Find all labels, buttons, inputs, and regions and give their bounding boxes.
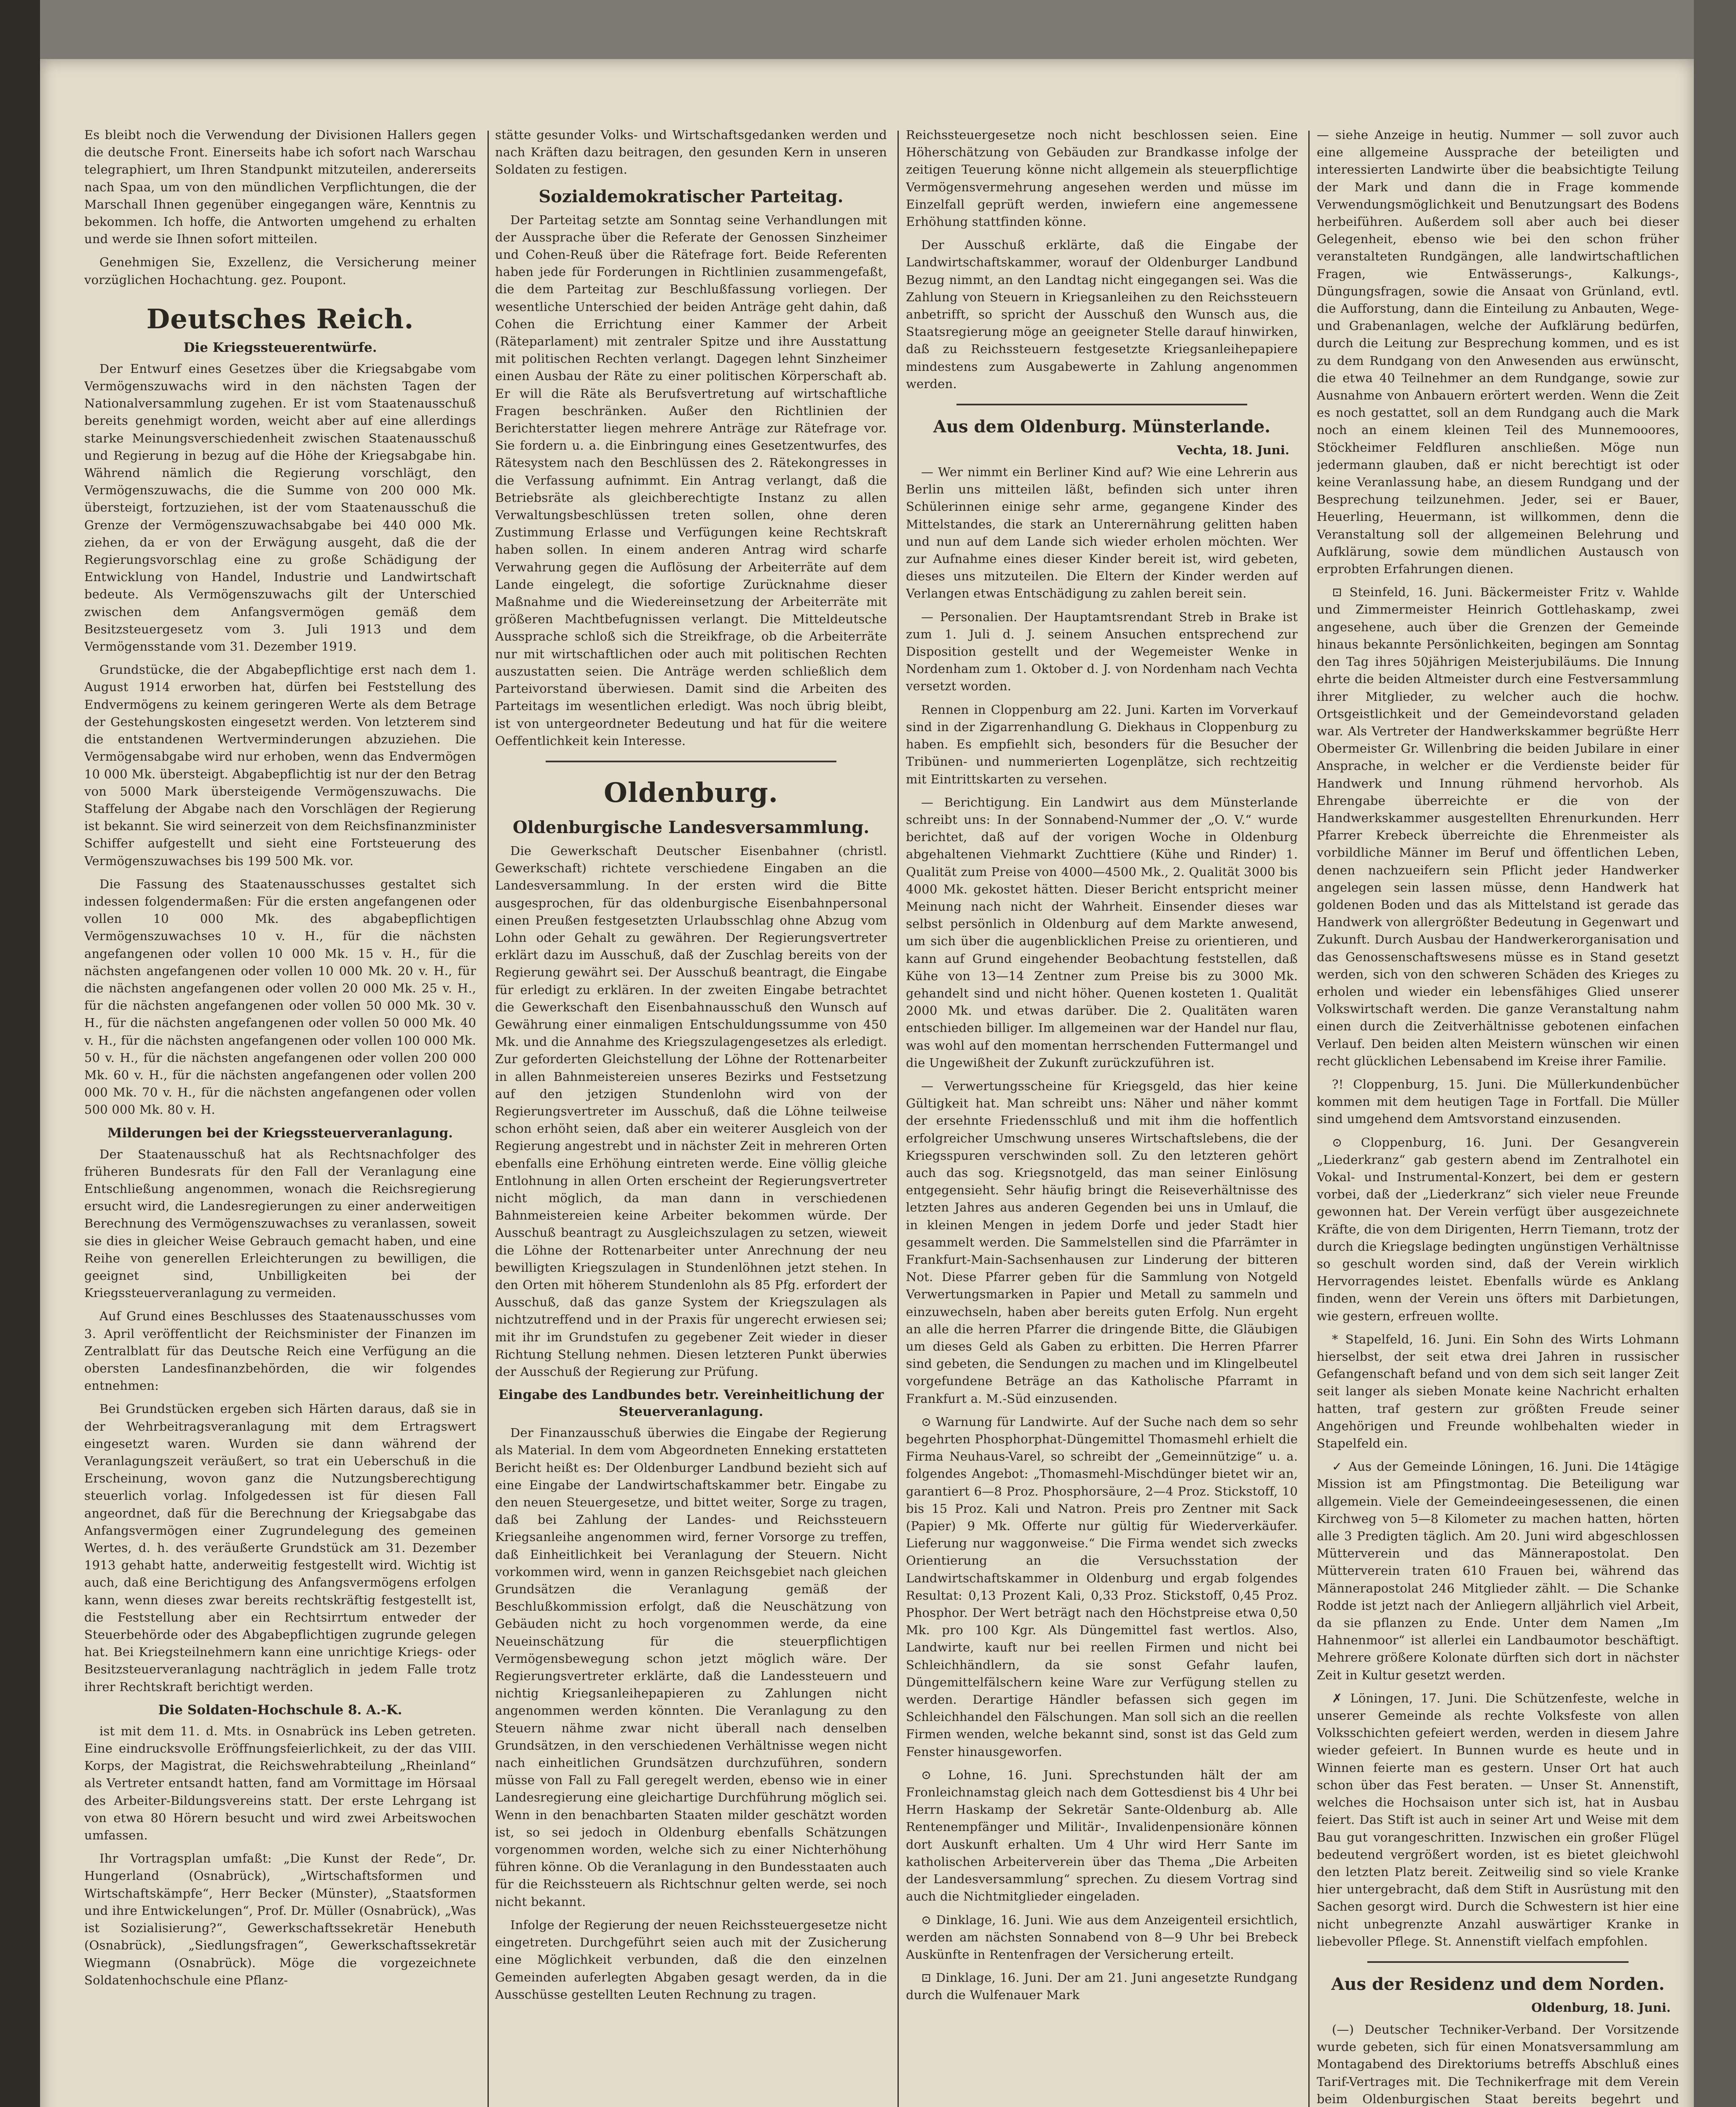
article-text: ist mit dem 11. d. Mts. in Osnabrück ins Leben getreten. Eine eindrucksvolle Eröffnungsfeierlichkeit, zu der das VIII. Korps, der Magistrat, die Reichswehrabteilung „Rheinland“ als Vertreter entsandt hatten, fand am Vormittage im Hörsaal des Arbeiter-Bildungsvereins statt. Der erste Lehrgang ist von etwa 80 Hörern besucht und wird zwei Arbeitswochen umfassen. — [84, 1724, 476, 1843]
article-text: Die Fassung des Staatenausschusses gestaltet sich indessen folgendermaßen: Für die ersten angefangenen oder vollen 10 000 Mk. des abgabepflichtigen Vermögenszuwachses 10 v. H., für die nächsten angefangenen oder vollen 10 000 Mk. 15 v. H., für die nächsten angefangenen oder vollen 10 000 Mk. 20 v. H., für die nächsten angefangenen oder vollen 20 000 Mk. 25 v. H., für die nächsten angefangenen oder vollen 50 000 Mk. 30 v. H., für die nächsten angefangenen oder vollen 50 000 Mk. 40 v. H., für die nächsten angefangenen oder vollen 100 000 Mk. 50 v. H., für die nächsten angefangenen oder vollen 200 000 Mk. 60 v. H., für die nächsten angefangenen oder vollen 200 000 Mk. 70 v. H., für die nächsten angefangenen oder vollen 500 000 Mk. 80 v. H. — [84, 877, 476, 1117]
article-text: — Berichtigung. Ein Landwirt aus dem Münsterlande schreibt uns: In der Sonnabend-Nummer der „O. V.“ wurde berichtet, daß auf der vorigen Woche in Oldenburg abgehaltenen Viehmarkt Zuchttiere (Kühe und Rinder) 1. Qualität zum Preise von 4000—4500 Mk., 2. Qualität 3000 bis 4000 Mk. gekostet hätten. Dieser Bericht entspricht meiner Meinung nach nicht der Wahrheit. Einsender dieses war selbst persönlich in Oldenburg auf dem Markte anwesend, um sich über die augenblicklichen Preise zu orientieren, und kann auf Grund eingehender Beobachtung feststellen, daß Kühe von 13—14 Zentner zum Preise bis zu 3000 Mk. gehandelt sind und nicht höher. Quenen kosteten 1. Qualität 2000 Mk. und etwas darüber. Die 2. Qualitäten waren entschieden billiger. Im allgemeinen war der Handel nur flau, was wohl auf den momentan herrschenden Futtermangel und die Ungewißheit der Zukunft zurückzuführen ist. — [906, 795, 1298, 1070]
article-text: stätte gesunder Volks- und Wirtschaftsgedanken werden und nach Kräften dazu beitragen, den gesunden Kern in unseren Soldaten zu festigen. — [495, 128, 887, 177]
article-text: Der Entwurf eines Gesetzes über die Kriegsabgabe vom Vermögenszuwachs wird in den nächsten Tagen der Nationalversammlung zugehen. Er ist vom Staatenausschuß bereits genehmigt worden, weicht aber auf eine allerdings starke Meinungsverschiedenheit zwischen Staatenausschuß und Regierung in bezug auf die Höhe der Kriegsabgabe hin. Während nämlich die Regierung vorschlägt, den Vermögenszuwachs, die die Summe von 200 000 Mk. übersteigt, fortzuziehen, ist der vom Staatenausschuß die Grenze der Vermögenszuwachsabgabe bei 440 000 Mk. ziehen, da er von der Erwägung ausgeht, daß die der Regierungsvorschlag eine zu große Schädigung der Entwicklung von Handel, Industrie und Landwirtschaft bedeute. Als Vermögenszuwachs gilt der Unterschied zwischen dem Anfangsvermögen gemäß dem Besitzsteuergesetz vom 3. Juli 1913 und dem Vermögensstande vom 31. Dezember 1919. — [84, 361, 476, 654]
article-heading: Die Soldaten-Hochschule 8. A.-K. — [158, 1702, 402, 1718]
article-heading: Sozialdemokratischer Parteitag. — [538, 186, 844, 206]
article-heading: Eingabe des Landbundes betr. Vereinheitlichung der Steuerveranlagung. — [498, 1387, 884, 1420]
page-edge — [1694, 0, 1736, 2107]
article-text: Es bleibt noch die Verwendung der Divisionen Hallers gegen die deutsche Front. Einerseits habe ich sofort nach Warschau telegraphiert, um Ihren Standpunkt mitzuteilen, andererseits nach Spaa, um von den mündlichen Verpflichtungen, die der Marschall Ihnen gegenüber eingegangen wäre, Kenntnis zu bekommen. Ich hoffe, die Antworten umgehend zu erhalten und werde sie Ihnen sofort mitteilen. — [84, 128, 476, 247]
article-text: ⊡ Steinfeld, 16. Juni. Bäckermeister Fritz v. Wahlde und Zimmermeister Heinrich Gottlehaskamp, zwei angesehene, auch über die Grenzen der Gemeinde hinaus bekannte Persönlichkeiten, begingen am Sonntag den Tag ihres 50jährigen Meisterjubiläums. Die Innung ehrte die beiden Altmeister durch eine Festversammlung ihrer Mitglieder, zu welcher auch die hochw. Ortsgeistlichkeit und der Gemeindevorstand geladen war. Als Vertreter der Handwerkskammer begrüßte Herr Obermeister Gr. Willenbring die beiden Jubilare in einer Ansprache, in welcher er die Verdienste beider für Handwerk und Innung rühmend hervorhob. Als Ehrengabe überreichte er die von der Handwerkskammer ausgestellten Ehrenurkunden. Herr Pfarrer Krebeck überreichte die Ehrenmeister als vorbildliche Männer im Beruf und öffentlichen Leben, denen nachzueifern sein Pflicht jeder Handwerker angelegen sein lassen müsse, denn Handwerk hat goldenen Boden und das als Mittelstand ist gerade das Handwerk von allergrößter Bedeutung in Gegenwart und Zukunft. Durch Ausbau der Handwerkerorganisation und das Genossenschaftswesens müsse es in Stand gesetzt werden, sich von den schweren Schäden des Krieges zu erholen und wieder ein lebensfähiges Glied unserer Volkswirtschaft werden. Die ganze Veranstaltung nahm einen durch die Zeitverhältnisse gebotenen einfachen Verlauf. Den beiden alten Meistern wünschen wir einen recht glücklichen Lebensabend im Kreise ihrer Familie. — [1317, 585, 1679, 1068]
article-text: Infolge der Regierung der neuen Reichssteuergesetze nicht eingetreten. Durchgeführt seien auch mit der Zusicherung eine Möglichkeit verbunden, daß die den einzelnen Gemeinden auferlegten Abgaben gesagt werden, da in die Ausschüsse gestellten Leuten Rechnung zu tragen. — [495, 1917, 887, 2002]
column-2 — [495, 126, 887, 2107]
article-text: ⊙ Warnung für Landwirte. Auf der Suche nach dem so sehr begehrten Phosphorphat-Düngemittel Thomasmehl erhielt die Firma Neuhaus-Varel, so schreibt der „Gemeinnützige“ u. a. folgendes Angebot: „Thomasmehl-Mischdünger bietet wir an, garantiert 6—8 Proz. Phosphorsäure, 2—4 Proz. Stickstoff, 10 bis 15 Proz. Kali und Natron. Preis pro Zentner mit Sack (Papier) 9 Mk. Offerte nur gültig für Wiederverkäufer. Lieferung nur waggonweise.“ Die Firma wendet sich zwecks Orientierung an die Versuchsstation der Landwirtschaftskammer in Oldenburg und ergab folgendes Resultat: 0,13 Prozent Kali, 0,33 Proz. Stickstoff, 0,45 Proz. Phosphor. Der Wert beträgt nach den Höchstpreise etwa 0,50 Mk. pro 100 Kgr. Als Düngemittel fast wertlos. Also, Landwirte, kauft nur bei reellen Firmen und nicht bei Schleichhändlern, da sie sonst Gefahr laufen, Düngemittelfälschern keine Ware zur Verfügung stellen zu werden. Derartige Händler befassen sich gegen im Schleichhandel den Fälschungen. Man soll sich an die reellen Firmen wenden, welche bekannt sind, sonst ist das Geld zum Fenster hinausgeworfen. — [906, 1414, 1298, 1759]
dateline: Oldenburg, 18. Juni. — [1531, 2000, 1671, 2015]
article-text: Rennen in Cloppenburg am 22. Juni. Karten im Vorverkauf sind in der Zigarrenhandlung G. Diekhaus in Cloppenburg zu haben. Es empfiehlt sich, besonders für die Besucher der Tribünen- und nummerierten Logenplätze, sich rechtzeitig mit Eintrittskarten zu versehen. — [906, 702, 1298, 786]
article-heading: Milderungen bei der Kriegssteuerveranlagung. — [107, 1125, 453, 1141]
article-text: — siehe Anzeige in heutig. Nummer — soll zuvor auch eine allgemeine Aussprache der beteiligten und interessierten Landwirte über die beabsichtigte Teilung der Mark und dann die in Frage kommende Verwendungsmöglichkeit und Benutzungsart des Bodens herbeiführen. Außerdem soll aber auch bei dieser Gelegenheit, ebenso wie bei den schon früher veranstalteten Rundgängen, alle landwirtschaftlichen Fragen, wie Entwässerungs-, Kalkungs-, Düngungsfragen, sowie die Ansaat von Grünland, evtl. die Aufforstung, dann die Einteilung zu Anbauten, Wege- und Grabenanlagen, welche der Aufklärung bedürfen, durch die Leitung zur Besprechung kommen, und es ist zu dem Rundgang von den Anwesenden aus erwünscht, die etwa 40 Teilnehmer an dem Rundgange, sowie zur Ausnahme von Anbauern erörtert werden. Wenn die Zeit es noch gestattet, soll an dem Rundgang auch die Mark noch an einem kleinen Teil des Munnemooores, Stöckheimer Feldfluren anschließen. Möge nun jedermann glauben, daß er nicht berechtigt ist oder keine Veranlassung habe, an diesem Rundgang und der Besprechung teilzunehmen. Jeder, sei er Bauer, Heuerling, Heuermann, ist willkommen, denn die Veranstaltung soll der allgemeinen Belehrung und Aufklärung, sowie dem mündlichen Austausch von erprobten Erfahrungen dienen. — [1317, 128, 1679, 576]
article-text: Genehmigen Sie, Exzellenz, die Versicherung meiner vorzüglichen Hochachtung. gez. Poupont. — [84, 255, 476, 287]
article-text: — Wer nimmt ein Berliner Kind auf? Wie eine Lehrerin aus Berlin uns mitteilen läßt, befinden sich unter ihren Schülerinnen einige sehr arme, gegangene Kinder des Mittelstandes, die stark an Unterernährung gelitten haben und nun auf dem Lande sich wieder erholen möchten. Wer zur Aufnahme eines dieser Kinder bereit ist, wird gebeten, dieses uns mitzuteilen. Die Eltern der Kinder werden auf Verlangen etwas Entschädigung zu zahlen bereit sein. — [906, 465, 1298, 601]
article-heading: Die Kriegssteuerentwürfe. — [183, 340, 377, 355]
article-text: — Personalien. Der Hauptamtsrendant Streb in Brake ist zum 1. Juli d. J. seinem Ansuchen entsprechend zur Disposition gestellt und der Wegemeister Wenke in Nordenham zum 1. Oktober d. J. von Nordenham nach Vechta versetzt worden. — [906, 609, 1298, 694]
article-text: Der Finanzausschuß überwies die Eingabe der Regierung als Material. In dem vom Abgeordneten Enneking erstatteten Bericht heißt es: Der Oldenburger Landbund bezieht sich auf eine Eingabe der Landwirtschaftskammer betr. Eingabe zu den neuen Steuergesetze, und bittet weiter, Sorge zu tragen, daß bei Zahlung der Landes- und Reichssteuern Kriegsanleihe angenommen wird, ferner Vorsorge zu treffen, daß Einheitlichkeit bei Veranlagung der Steuern. Nicht vorkommen wird, wenn in ganzen Reichsgebiet nach gleichen Grundsätzen die Veranlagung gemäß der Beschlußkommission erfolgt, daß die Neuschätzung von Gebäuden nicht zu hoch vorgenommen werde, da eine Neueinschätzung für die steuerpflichtigen Vermögensbewegung schon jetzt möglich wäre. Der Regierungsvertreter erklärte, daß die Landessteuern und nichtig Kriegsanleihepapieren zu Zahlungen nicht angenommen werden könnten. Die Veranlagung zu den Steuern nähme zwar nicht überall nach denselben Grundsätzen, in den verschiedenen Verhältnisse wegen nicht nach einheitlichen Grundsätzen durchzuführen, sondern müsse von Fall zu Fall geregelt werden, ebenso wie in einer Landesregierung eine gleichartige Durchführung möglich sei. Wenn in den benachbarten Staaten milder geschätzt worden ist, so sei jedoch in Oldenburg ebenfalls Schätzungen vorgenommen worden, welche sich zu einer Nichterhöhung führen könne. Ob die Veranlagung in den Bundesstaaten auch für die Reichssteuern als Richtschnur gelten werde, sei noch nicht bekannt. — [495, 1426, 887, 1909]
section-separator — [956, 404, 1247, 405]
article-text: ?! Cloppenburg, 15. Juni. Die Müllerkundenbücher kommen mit dem heutigen Tage in Fortfall. Die Müller sind umgehend dem Amtsvorstand einzusenden. — [1317, 1077, 1679, 1126]
section-heading: Oldenburg. — [603, 777, 779, 809]
section-separator — [546, 761, 836, 762]
article-text: Die Gewerkschaft Deutscher Eisenbahner (christl. Gewerkschaft) richtete verschiedene Eingaben an die Landesversammlung. In der ersten wird die Bitte ausgesprochen, für das oldenburgische Eisenbahnpersonal einen Preußen festgesetzten Urlaubsschlag ohne Abzug vom Lohn oder Gehalt zu gewähren. Der Regierungsvertreter erklärt dazu im Ausschuß, daß der Zuschlag bereits von der Regierung gewährt sei. Der Ausschuß beantragt, die Eingabe für erledigt zu erklären. In der zweiten Eingabe betrachtet die Gewerkschaft den Eisenbahnausschuß den Wunsch auf Gewährung einer einmaligen Entschuldungssumme von 450 Mk. und die Annahme des Kriegszulagengesetzes als erledigt. Zur geforderten Gleichstellung der Löhne der Rottenarbeiter in allen Bahnmeistereien unseres Bezirks und Festsetzung auf den jetzigen Stundenlohn wird von der Regierungsvertreter im Ausschuß, daß die Löhne teilweise schon erhöht seien, daß aber ein weiterer Ausgleich von der Regierung angestrebt und in nächster Zeit in mehreren Orten ebenfalls eine Erhöhung eintreten werde. Eine völlig gleiche Entlohnung in allen Orten erscheint der Regierungsvertreter nicht möglich, da man dann in verschiedenen Bahnmeistereien keine Arbeiter bekommen würde. Der Ausschuß beantragt zu Ausgleichszulagen zu setzen, wieweit die Löhne der Rottenarbeiter unter Anrechnung der neu bewilligten Kriegszulagen in Stundenlöhnen jetzt stehen. In den Orten mit höherem Stundenlohn als 85 Pfg. erfordert der Ausschuß, daß das ganze System der Kriegszulagen als nichtzutreffend und in der Praxis für ungerecht erwiesen sei; mit ihr im Grundstufen zu gegebener Zeit wieder in dieser Richtung Stellung nehmen. Diesen letzteren Punkt überwies der Ausschuß der Regierung zur Prüfung. — [495, 843, 887, 1379]
section-separator — [1367, 1961, 1629, 1963]
article-text: ✓ Aus der Gemeinde Löningen, 16. Juni. Die 14tägige Mission ist am Pfingstmontag. Die Beteiligung war allgemein. Viele der Gemeindeeingesessenen, die einen Kirchweg von 5—8 Kilometer zu machen hatten, hörten alle 3 Predigten täglich. Am 20. Juni wird abgeschlossen Mütterverein und das Männerapostolat. Den Mütterverein traten 610 Frauen bei, während das Männerapostolat 246 Mitglieder zählt. — Die Schanke Rodde ist jetzt nach der Anliegern alljährlich viel Arbeit, da sie pflanzen zu Ende. Unter dem Namen „Im Hahnenmoor“ ist allerlei ein Landbaumotor beschäftigt. Mehrere größere Kolonate dürften sich dort in nächster Zeit in Kultur gesetzt werden. — [1317, 1459, 1679, 1682]
article-text: ⊙ Lohne, 16. Juni. Sprechstunden hält der am Fronleichnamstag gleich nach dem Gottesdienst bis 4 Uhr bei Herrn Haskamp der Sekretär Sante-Oldenburg ab. Alle Rentenempfänger und Militär-, Invalidenpensionäre können dort Auskunft erhalten. Um 4 Uhr wird Herr Sante im katholischen Arbeiterverein über das Thema „Die Arbeiten der Landesversammlung“ sprechen. Zu diesem Vortrag sind auch die Nichtmitglieder eingeladen. — [906, 1767, 1298, 1904]
column-divider — [1308, 131, 1310, 2107]
column-divider — [488, 131, 489, 2107]
book-binding — [0, 0, 40, 2107]
article-text: — Verwertungsscheine für Kriegsgeld, das hier keine Gültigkeit hat. Man schreibt uns: Näher und näher kommt der ersehnte Friedensschluß und mit ihm die hoffentlich erfolgreicher Umschwung unseres Wirtschaftslebens, die der Kriegsspuren verschwinden soll. Zu den letzteren gehört auch das sog. Kriegsnotgeld, das man seiner Einlösung entgegensieht. Sehr häufig bringt die Reiseverhältnisse des letzten Jahres aus anderen Gegenden bei uns in Umlauf, die in kleinen Mengen in jedem Dorfe und jeder Stadt hier gesammelt werden. Die Sammelstellen sind die Pfarrämter in Frankfurt-Main-Sachsenhausen zur Linderung der bitteren Not. Diese Pfarrer geben für die Sammlung von Notgeld Verwertungsmarken in Papier und Metall zu sammeln und einzuwechseln, haben aber bereits guten Erfolg. Nun ergeht an alle die herren Pfarrer die dringende Bitte, die Gläubigen um dieses Geld als Gaben zu erbitten. Die Herren Pfarrer sind gebeten, die Sendungen zu machen und im Klingelbeutel vorgefundene Beträge an das Katholische Pfarramt in Frankfurt a. M.-Süd einzusenden. — [906, 1078, 1298, 1406]
article-text: Der Parteitag setzte am Sonntag seine Verhandlungen mit der Aussprache über die Referate der Genossen Sinzheimer und Cohen-Reuß über die Rätefrage fort. Beide Referenten haben jede für Forderungen in Richtlinien zusammengefaßt, die dem Parteitag zur Beschlußfassung vorliegen. Der wesentliche Unterschied der beiden Anträge geht dahin, daß Cohen die Errichtung einer Kammer der Arbeit (Räteparlament) mit zentraler Spitze und ihre Ausstattung mit politischen Rechten verlangt. Dagegen lehnt Sinzheimer einen Ausbau der Räte zu einer politischen Körperschaft ab. Er will die Räte als Berufsvertretung auf wirtschaftliche Fragen beschränken. Außer den Richtlinien der Berichterstatter liegen mehrere Anträge zur Rätefrage vor. Sie fordern u. a. die Einbringung eines Gesetzentwurfes, des Rätesystem nach den Beschlüssen des 2. Rätekongresses in die Verfassung aufnimmt. Ein Antrag verlangt, daß die Betriebsräte als gleichberechtigte Instanz zu allen Verwaltungsbeschlüssen treten sollen, ohne deren Zustimmung Erlasse und Verfügungen keine Rechtskraft haben sollen. In einem anderen Antrag wird scharfe Verwahrung gegen die Auflösung der Arbeiterräte auf dem Lande eingelegt, die sofortige Zurücknahme dieser Maßnahme und die Wiedereinsetzung der Arbeiterräte mit größeren Machtbefugnissen verlangt. Die Mitteldeutsche Aussprache schloß sich die Streikfrage, ob die Arbeiterräte nur mit wirtschaftlichen oder auch mit politischen Rechten auszustatten seien. Die Anträge werden schließlich dem Parteivorstand überwiesen. Damit sind die Arbeiten des Parteitags im wesentlichen erledigt. Was noch übrig bleibt, ist von untergeordneter Bedeutung und hat für die weitere Oeffentlichkeit kein Interesse. — [495, 212, 887, 748]
article-text: Auf Grund eines Beschlusses des Staatenausschusses vom 3. April veröffentlicht der Reichsminister der Finanzen im Zentralblatt für das Deutsche Reich eine Verfügung an die obersten Landesfinanzbehörden, die wir folgendes entnehmen: — [84, 1309, 476, 1393]
column-4 — [1317, 126, 1679, 2107]
column-3 — [906, 126, 1298, 2107]
article-heading: Oldenburgische Landesversammlung. — [512, 817, 870, 837]
article-text: Der Ausschuß erklärte, daß die Eingabe der Landwirtschaftskammer, worauf der Oldenburger Landbund Bezug nimmt, an den Landtag nicht eingegangen sei. Was die Zahlung von Steuern in Kriegsanleihen zu den Reichssteuern anbetrifft, so spricht der Ausschuß den Wunsch aus, die Staatsregierung möge an geeigneter Stelle darauf hinwirken, daß zu Reichssteuern festgesetzte Kriegsanleihepapiere mindestens zum Ausgabewerte in Zahlung angenommen werden. — [906, 238, 1298, 391]
article-text: ⊡ Dinklage, 16. Juni. Der am 21. Juni angesetzte Rundgang durch die Wulfenauer Mark — [906, 1970, 1298, 2002]
column-1 — [84, 126, 476, 2107]
article-text: * Stapelfeld, 16. Juni. Ein Sohn des Wirts Lohmann hierselbst, der seit etwa drei Jahren in russischer Gefangenschaft befand und von dem sich seit langer Zeit seit langer als sieben Monate keine Nachricht erhalten hatten, traf gestern zur größten Freude seiner Angehörigen und Freunde wohlbehalten wieder in Stapelfeld ein. — [1317, 1332, 1679, 1451]
article-text: ⊙ Dinklage, 16. Juni. Wie aus dem Anzeigenteil ersichtlich, werden am nächsten Sonnabend von 8—9 Uhr bei Brebeck Auskünfte in Rentenfragen der Versicherung erteilt. — [906, 1912, 1298, 1962]
article-text: Reichssteuergesetze noch nicht beschlossen seien. Eine Höherschätzung von Gebäuden zur Brandkasse infolge der zeitigen Teuerung könne nicht allgemein als steuerpflichtige Vermögensvermehrung angesehen werden und müsse im Einzelfall geprüft werden, inwiefern eine angemessene Erhöhung stattfinden könne. — [906, 128, 1298, 229]
article-text: ✗ Löningen, 17. Juni. Die Schützenfeste, welche in unserer Gemeinde als rechte Volksfeste von allen Volksschichten gefeiert werden, werden in diesem Jahre wieder gefeiert. In Bunnen wurde es heute und in Winnen feierte man es gestern. Unser Ort hat auch schon über das Fest beraten. — Unser St. Annenstift, welches die Hochsaison unter sich ist, hat in Ausbau feiert. Das Stift ist auch in seiner Art und Weise mit dem Bau gut vorangeschritten. Inzwischen ein großer Flügel bedeutend vergrößert worden, ist es bietet gleichwohl den letzten Platz bereit. Zeitweilig sind so viele Kranke hier untergebracht, daß dem Stift in Ausrüstung mit den Sachen gesorgt wird. Durch die Schwestern ist hier eine nicht unbegrenzte Anzahl auswärtiger Kranke in liebevoller Pflege. St. Annenstift vielfach empfohlen. — [1317, 1691, 1679, 1949]
newspaper-page — [40, 59, 1694, 2107]
article-text: Ihr Vortragsplan umfaßt: „Die Kunst der Rede“, Dr. Hungerland (Osnabrück), „Wirtschaftsformen und Wirtschaftskämpfe“, Herr Becker (Münster), „Staatsformen und ihre Entwickelungen“, Prof. Dr. Müller (Osnabrück), „Was ist Sozialisierung?“, Gewerkschaftssekretär Henebuth (Osnabrück), „Siedlungsfragen“, Gewerkschaftssekretär Wiegmann (Osnabrück). Möge die vorgezeichnete Soldatenhochschule eine Pflanz- — [84, 1851, 476, 1987]
article-text: ⊙ Cloppenburg, 16. Juni. Der Gesangverein „Liederkranz“ gab gestern abend im Zentralhotel ein Vokal- und Instrumental-Konzert, bei dem er gestern vorbei, daß der „Liederkranz“ sich vieler neue Freunde gewonnen hat. Der Verein verfügt über ausgezeichnete Kräfte, die von dem Dirigenten, Herrn Tiemann, trotz der durch die Kriegslage bedingten ungünstigen Verhältnisse so geschult worden sind, daß der Verein wirklich Hervorragendes leistet. Ebenfalls würde es Anklang finden, wenn der Verein uns öfters mit Darbietungen, wie gestern, erfreuen wollte. — [1317, 1135, 1679, 1323]
column-divider — [897, 131, 899, 2107]
article-text: (—) Deutscher Techniker-Verband. Der Vorsitzende wurde gebeten, sich für einen Monatsversammlung am Montagabend des Direktoriums betreffs Abschluß eines Tarif-Vertrages mit. Die Technikerfrage mit dem Verein beim Oldenburgischen Staat bereits begehrt und — [1317, 2022, 1679, 2106]
article-text: Bei Grundstücken ergeben sich Härten daraus, daß sie in der Wehrbeitragsveranlagung mit dem Ertragswert eingesetzt waren. Wurden sie dann während der Veranlagungszeit veräußert, so trat ein Ueberschuß in die Erscheinung, wovon ganz die Nutzungsberechtigung steuerlich vorlag. Infolgedessen ist für diesen Fall angeordnet, daß für die Berechnung der Kriegsabgabe das Anfangsvermögen einer Zugrundelegung des gemeinen Wertes, d. h. des veräußerte Grundstück am 31. Dezember 1913 gehabt hatte, anderweitig festgestellt wird. Wichtig ist auch, daß eine Berichtigung des Anfangsvermögens erfolgen kann, wenn dieses zwar bereits rechtskräftig festgestellt ist, die Feststellung aber ein Rechtsirrtum entweder der Steuerbehörde oder des Abgabepflichtigen zugrunde gelegen hat. Bei Kriegsteilnehmern kann eine unrichtige Kriegs- oder Besitzsteuerveranlagung nachträglich in jedem Falle trotz ihrer Rechtskraft berichtigt werden. — [84, 1402, 476, 1694]
article-text: Grundstücke, die der Abgabepflichtige erst nach dem 1. August 1914 erworben hat, dürfen bei Feststellung des Endvermögens zu keinem geringeren Werte als dem Betrage der Gestehungskosten eingesetzt werden. Von letzterem sind die entstandenen Wertverminderungen abzuziehen. Die Vermögensabgabe wird nur erhoben, wenn das Endvermögen 10 000 Mk. übersteigt. Abgabepflichtig ist nur der den Betrag von 5000 Mark übersteigende Vermögenszuwachs. Die Staffelung der Abgabe nach den Vorschlägen der Regierung ist bekannt. Sie wird seinerzeit von dem Reichsfinanzminister Schiffer aufgestellt und sieht eine Fortsteuerung des Vermögenszuwachses bis 199 500 Mk. vor. — [84, 662, 476, 868]
section-heading: Aus der Residenz und dem Norden. — [1331, 1974, 1665, 1994]
section-heading: Deutsches Reich. — [146, 303, 414, 335]
section-heading: Aus dem Oldenburg. Münsterlande. — [933, 417, 1271, 437]
article-text: Der Staatenausschuß hat als Rechtsnachfolger des früheren Bundesrats für den Fall der Veranlagung eine Entschließung angenommen, wonach die Reichsregierung ersucht wird, die Landesregierungen zu einer anderweitigen Berechnung des Vermögenszuwachses zu veranlassen, soweit sie dies in gleicher Weise Gebrauch gemacht haben, und eine Reihe von generellen Erleichterungen zu bewilligen, die geeignet sind, Unbilligkeiten bei der Kriegssteuerveranlagung zu vermeiden. — [84, 1147, 476, 1300]
dateline: Vechta, 18. Juni. — [1177, 443, 1289, 458]
